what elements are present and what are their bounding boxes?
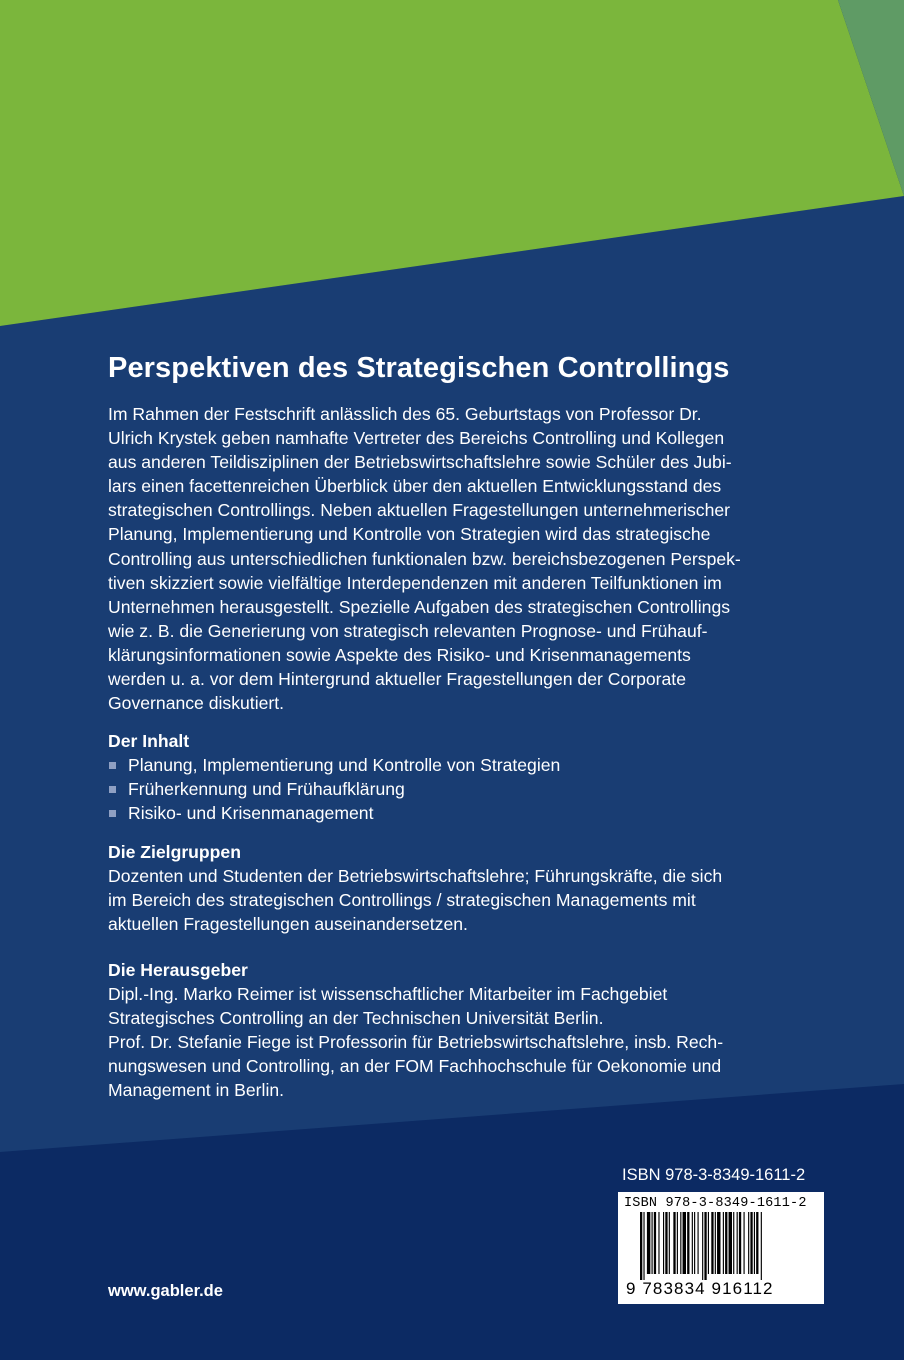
barcode-isbn-line: ISBN 978-3-8349-1611-2 [624,1196,807,1211]
intro-paragraph [108,402,820,715]
barcode-bar [702,1212,703,1280]
barcode-bar [643,1212,644,1280]
list-item-text: Früherkennung und Frühaufklärung [128,779,405,800]
barcode-bar [663,1212,664,1274]
intro-line: wie z. B. die Generierung von strategisch relevanten Prognose- und Frühauf- [108,620,708,641]
book-title: Perspektiven des Strategischen Controllings [108,352,730,384]
list-item-text: Planung, Implementierung und Kontrolle von Strategien [128,755,561,776]
barcode-bar [680,1212,681,1274]
barcode-bar [708,1212,709,1274]
square-bullet-icon [109,786,116,793]
barcode-bar [725,1212,727,1274]
barcode-bar [698,1212,699,1274]
barcode-bar [750,1212,752,1274]
barcode-bar [711,1212,713,1274]
inhalt-heading: Der Inhalt [108,731,190,752]
herausgeber-heading: Die Herausgeber [108,959,248,980]
barcode-bar [665,1212,667,1274]
square-bullet-icon [109,762,116,769]
barcode-bar [658,1212,659,1274]
barcode-bar [694,1212,695,1274]
intro-line: Unternehmen herausgestellt. Spezielle Aufgaben des strategischen Controllings [108,596,731,617]
herausgeber-line: Strategisches Controlling an der Technischen Universität Berlin. [108,1007,604,1028]
herausgeber-line: nungswesen und Controlling, an der FOM Fachhochschule für Oekonomie und [108,1056,722,1077]
intro-line: Ulrich Krystek geben namhafte Vertreter des Bereichs Controlling und Kollegen [108,428,725,449]
zielgruppen-line: aktuellen Fragestellungen auseinandersetzen. [108,913,468,934]
intro-line: Im Rahmen der Festschrift anlässlich des 65. Geburtstags von Professor Dr. [108,404,702,424]
isbn-label: ISBN 978-3-8349-1611-2 [622,1166,806,1184]
barcode-bar [748,1212,749,1274]
herausgeber-line: Management in Berlin. [108,1080,285,1101]
barcode-bars [618,1212,824,1282]
barcode-bar [640,1212,642,1280]
barcode-bar [669,1212,670,1274]
intro-line: werden u. a. vor dem Hintergrund aktueller Fragestellungen der Corporate [108,669,686,690]
intro-line: tiven skizziert sowie vielfältige Interdependenzen mit anderen Teilfunktionen im [108,572,722,593]
barcode-bar [692,1212,693,1274]
list-item [108,801,820,825]
zielgruppen-heading: Die Zielgruppen [108,841,241,862]
barcode-bar [754,1212,755,1274]
barcode-bar [687,1212,689,1274]
barcode-bar [673,1212,675,1274]
barcode-bar [715,1212,716,1274]
barcode-bar [729,1212,732,1274]
intro-line: Controlling aus unterschiedlichen funktionalen bzw. bereichsbezogenen Perspek- [108,548,741,569]
herausgeber-line: Prof. Dr. Stefanie Fiege ist Professorin für Betriebswirtschaftslehre, insb. Rech- [108,1031,724,1052]
herausgeber-line: Dipl.-Ing. Marko Reimer ist wissenschaftlicher Mitarbeiter im Fachgebiet [108,983,668,1004]
publisher-website: www.gabler.de [108,1282,223,1300]
barcode-bar [737,1212,738,1274]
barcode-bar [761,1212,762,1280]
barcode-bar [652,1212,653,1274]
barcode [618,1192,824,1304]
intro-line: klärungsinformationen sowie Aspekte des Risiko- und Krisenmanagements [108,644,691,665]
barcode-bar [744,1212,745,1274]
herausgeber-paragraph [108,982,820,1102]
zielgruppen-line: im Bereich des strategischen Controllings / strategischen Managements mit [108,889,696,910]
intro-line: Planung, Implementierung und Kontrolle von Strategien wird das strategische [108,524,711,545]
zielgruppen-line: Dozenten und Studenten der Betriebswirtschaftslehre; Führungskräfte, die sich [108,865,723,886]
barcode-bar [733,1212,734,1274]
barcode-bar [654,1212,656,1274]
barcode-bar [677,1212,678,1274]
intro-line: Governance diskutiert. [108,693,285,714]
barcode-bar [739,1212,741,1274]
barcode-bar [723,1212,724,1274]
zielgruppen-paragraph [108,864,820,936]
barcode-bar [683,1212,686,1274]
barcode-bar [756,1212,758,1274]
back-cover-text [108,348,820,1102]
barcode-bar [704,1212,706,1280]
intro-line: aus anderen Teildisziplinen der Betriebswirtschaftslehre sowie Schüler des Jubi- [108,452,732,473]
barcode-bar [717,1212,720,1274]
list-item [108,753,820,777]
intro-line: strategischen Controllings. Neben aktuellen Fragestellungen unternehmerischer [108,500,731,521]
square-bullet-icon [109,810,116,817]
intro-line: lars einen facettenreichen Überblick über den aktuellen Entwicklungsstand des [108,476,722,497]
barcode-bar [647,1212,650,1274]
barcode-digits: 9 783834 916112 [626,1279,774,1298]
list-item [108,777,820,801]
list-item-text: Risiko- und Krisenmanagement [128,803,374,824]
inhalt-list [108,753,820,825]
